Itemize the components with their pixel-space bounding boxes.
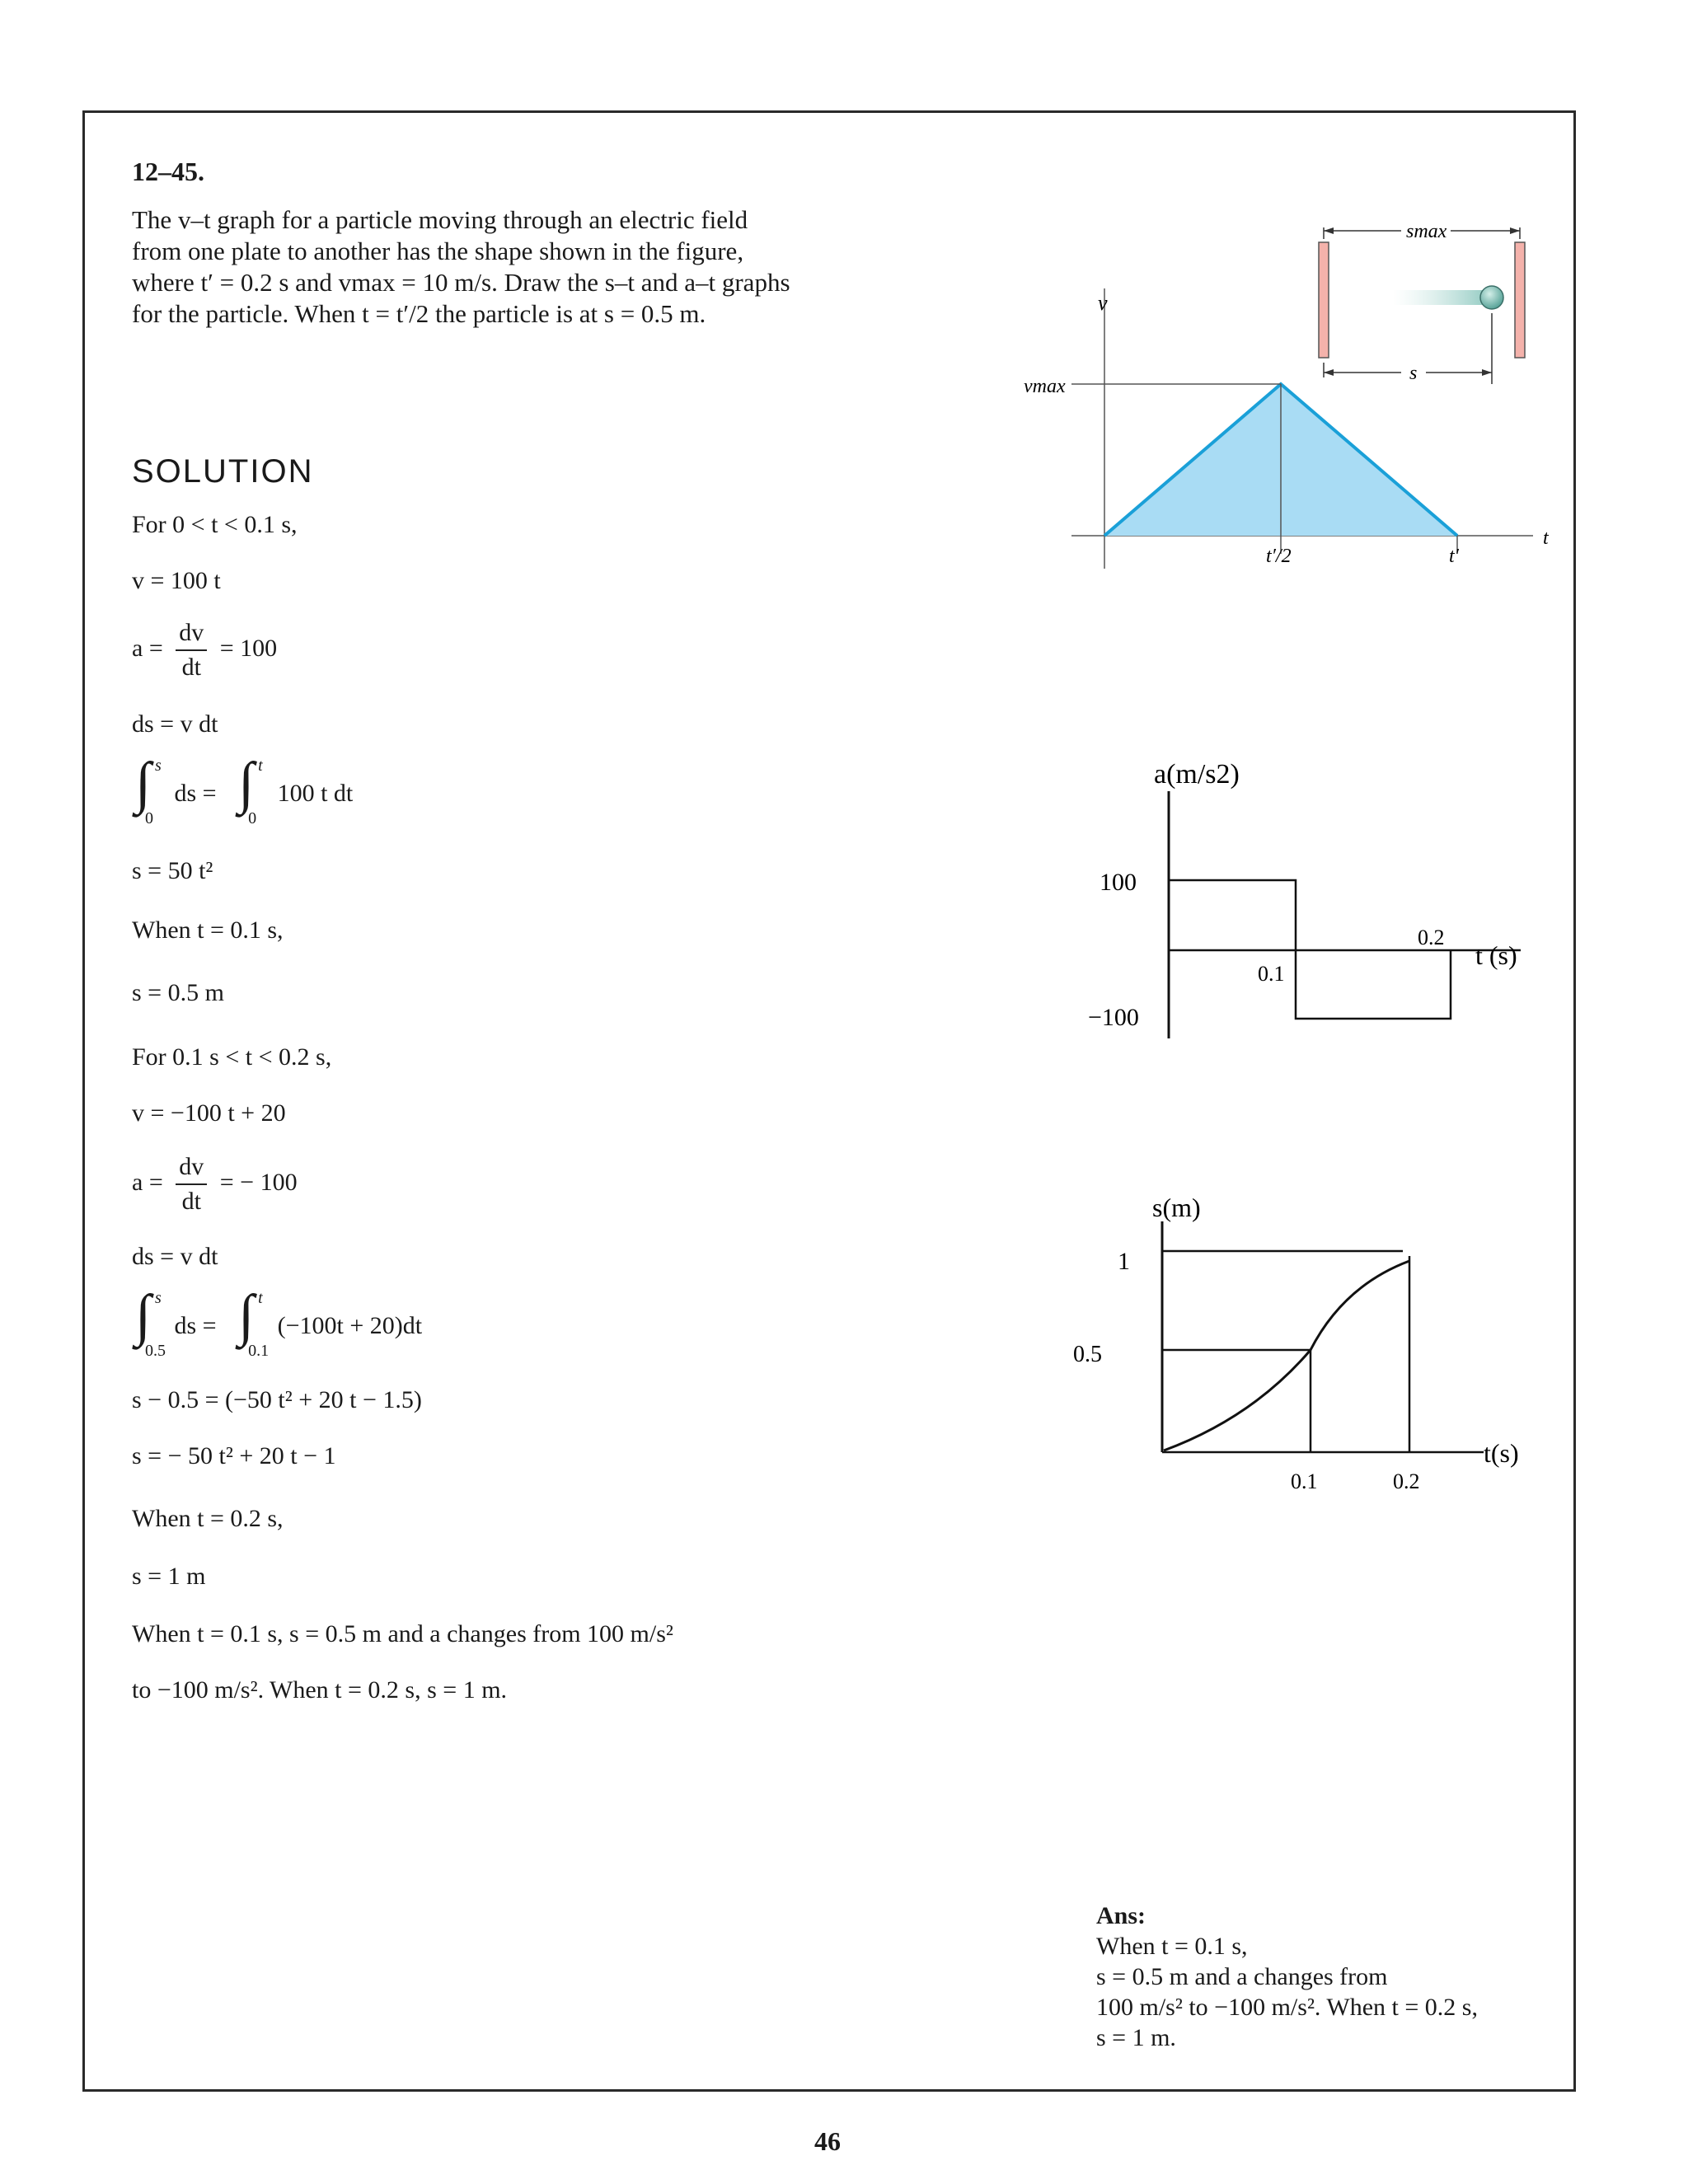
integral-lower: 0 [145,809,153,827]
eq-range-1: For 0 < t < 0.1 s, [132,511,298,538]
eq-summary-2: to −100 m/s². When t = 0.2 s, s = 1 m. [132,1676,508,1704]
eq-position-2b: s = − 50 t² + 20 t − 1 [132,1442,336,1469]
s-axis-label: s(m) [1152,1193,1201,1222]
page-number: 46 [814,2126,841,2156]
accel-negative-segment [1296,950,1451,1019]
answer-label: Ans: [1096,1902,1146,1929]
integral-sign: ∫ t 0.1 [238,1284,270,1360]
integral-upper: s [155,1289,162,1307]
t-axis-label: t(s) [1484,1438,1519,1468]
integral-sign: ∫ s 0.5 [135,1284,166,1360]
st-figure [1071,1170,1566,1516]
answer-line: 100 m/s² to −100 m/s². When t = 0.2 s, [1096,1994,1478,2021]
eq-integral-1 [132,752,354,827]
smax-label: smax [1406,221,1447,242]
vt-figure [1024,198,1566,593]
answer-line: s = 0.5 m and a changes from [1096,1963,1388,1990]
fraction-denominator: dt [181,1188,201,1215]
at-figure [1071,742,1566,1055]
eq-accel-1 [132,616,277,684]
eq-summary-1: When t = 0.1 s, s = 0.5 m and a changes from 100 m/s² [132,1620,673,1647]
half-tprime-label: t′/2 [1266,546,1292,567]
particle [1480,286,1503,309]
eq-position-2a: s − 0.5 = (−50 t² + 20 t − 1.5) [132,1386,422,1413]
left-plate [1319,242,1329,358]
eq-s-1: s = 0.5 m [132,979,224,1006]
particle-trail [1393,290,1484,305]
statement-line: for the particle. When t = t′/2 the particle is at s = 0.5 m. [132,299,706,328]
eq-velocity-2: v = −100 t + 20 [132,1099,286,1127]
t-tick-0.2: 0.2 [1393,1469,1420,1493]
eq-velocity-1: v = 100 t [132,567,221,594]
vmax-label: vmax [1024,376,1066,397]
a-tick-neg100: −100 [1088,1004,1139,1031]
eq-integral-2 [132,1284,423,1360]
fraction-numerator: dv [176,616,207,651]
t-axis-label: t (s) [1475,940,1517,970]
right-plate [1515,242,1525,358]
integral-sign: ∫ s 0 [135,752,162,827]
statement-line: from one plate to another has the shape shown in the figure, [132,237,744,265]
fraction-dv-dt [176,616,207,684]
answer-block [1096,1900,1478,2053]
answer-line: When t = 0.1 s, [1096,1933,1248,1960]
t-tick-0.2: 0.2 [1418,926,1445,949]
statement-line: where t′ = 0.2 s and vmax = 10 m/s. Draw the s–t and a–t graphs [132,268,790,297]
a-tick-100: 100 [1100,869,1137,896]
solution-heading: SOLUTION [132,453,314,490]
integral-lhs: ds = [174,1311,217,1339]
t-tick-0.1: 0.1 [1291,1469,1318,1493]
s-tick-0.5: 0.5 [1073,1342,1102,1367]
t-tick-0.1: 0.1 [1258,962,1285,986]
integral-upper: t [258,1289,263,1307]
problem-statement [132,204,808,330]
eq-ds-1: ds = v dt [132,710,218,738]
a-axis-label: a(m/s2) [1154,759,1240,790]
accel-positive-segment [1169,880,1296,950]
eq-s-2: s = 1 m [132,1563,206,1590]
statement-line: The v–t graph for a particle moving through an electric field [132,205,748,234]
eq-when-1: When t = 0.1 s, [132,916,284,944]
integral-lower: 0.1 [248,1342,270,1360]
integral-lhs: ds = [174,779,217,807]
t-axis-label: t [1543,527,1549,549]
integral-upper: t [258,757,263,775]
eq-when-2: When t = 0.2 s, [132,1505,284,1532]
integral-lower: 0 [248,809,257,827]
integral-sign: ∫ t 0 [238,752,263,827]
eq-range-2: For 0.1 s < t < 0.2 s, [132,1043,332,1071]
integral-lower: 0.5 [145,1342,166,1360]
integral-upper: s [155,757,162,775]
tprime-label: t′ [1449,546,1459,567]
eq-position-1: s = 50 t² [132,857,213,884]
integral-rhs: (−100t + 20)dt [277,1311,423,1339]
s-label: s [1409,363,1418,384]
eq-accel-2-rhs: = − 100 [219,1168,298,1196]
problem-number: 12–45. [132,157,204,186]
answer-line: s = 1 m. [1096,2024,1176,2051]
position-curve [1164,1261,1409,1451]
s-tick-1: 1 [1118,1248,1130,1275]
fraction-dv-dt [176,1151,207,1218]
eq-ds-2: ds = v dt [132,1243,218,1270]
eq-accel-1-rhs: = 100 [219,634,278,662]
v-axis-label: v [1098,291,1108,315]
eq-accel-2 [132,1151,298,1218]
eq-accel-1-lhs: a = [132,634,163,662]
integral-rhs: 100 t dt [277,779,354,807]
eq-accel-2-lhs: a = [132,1168,163,1196]
fraction-numerator: dv [176,1151,207,1185]
fraction-denominator: dt [181,654,201,681]
